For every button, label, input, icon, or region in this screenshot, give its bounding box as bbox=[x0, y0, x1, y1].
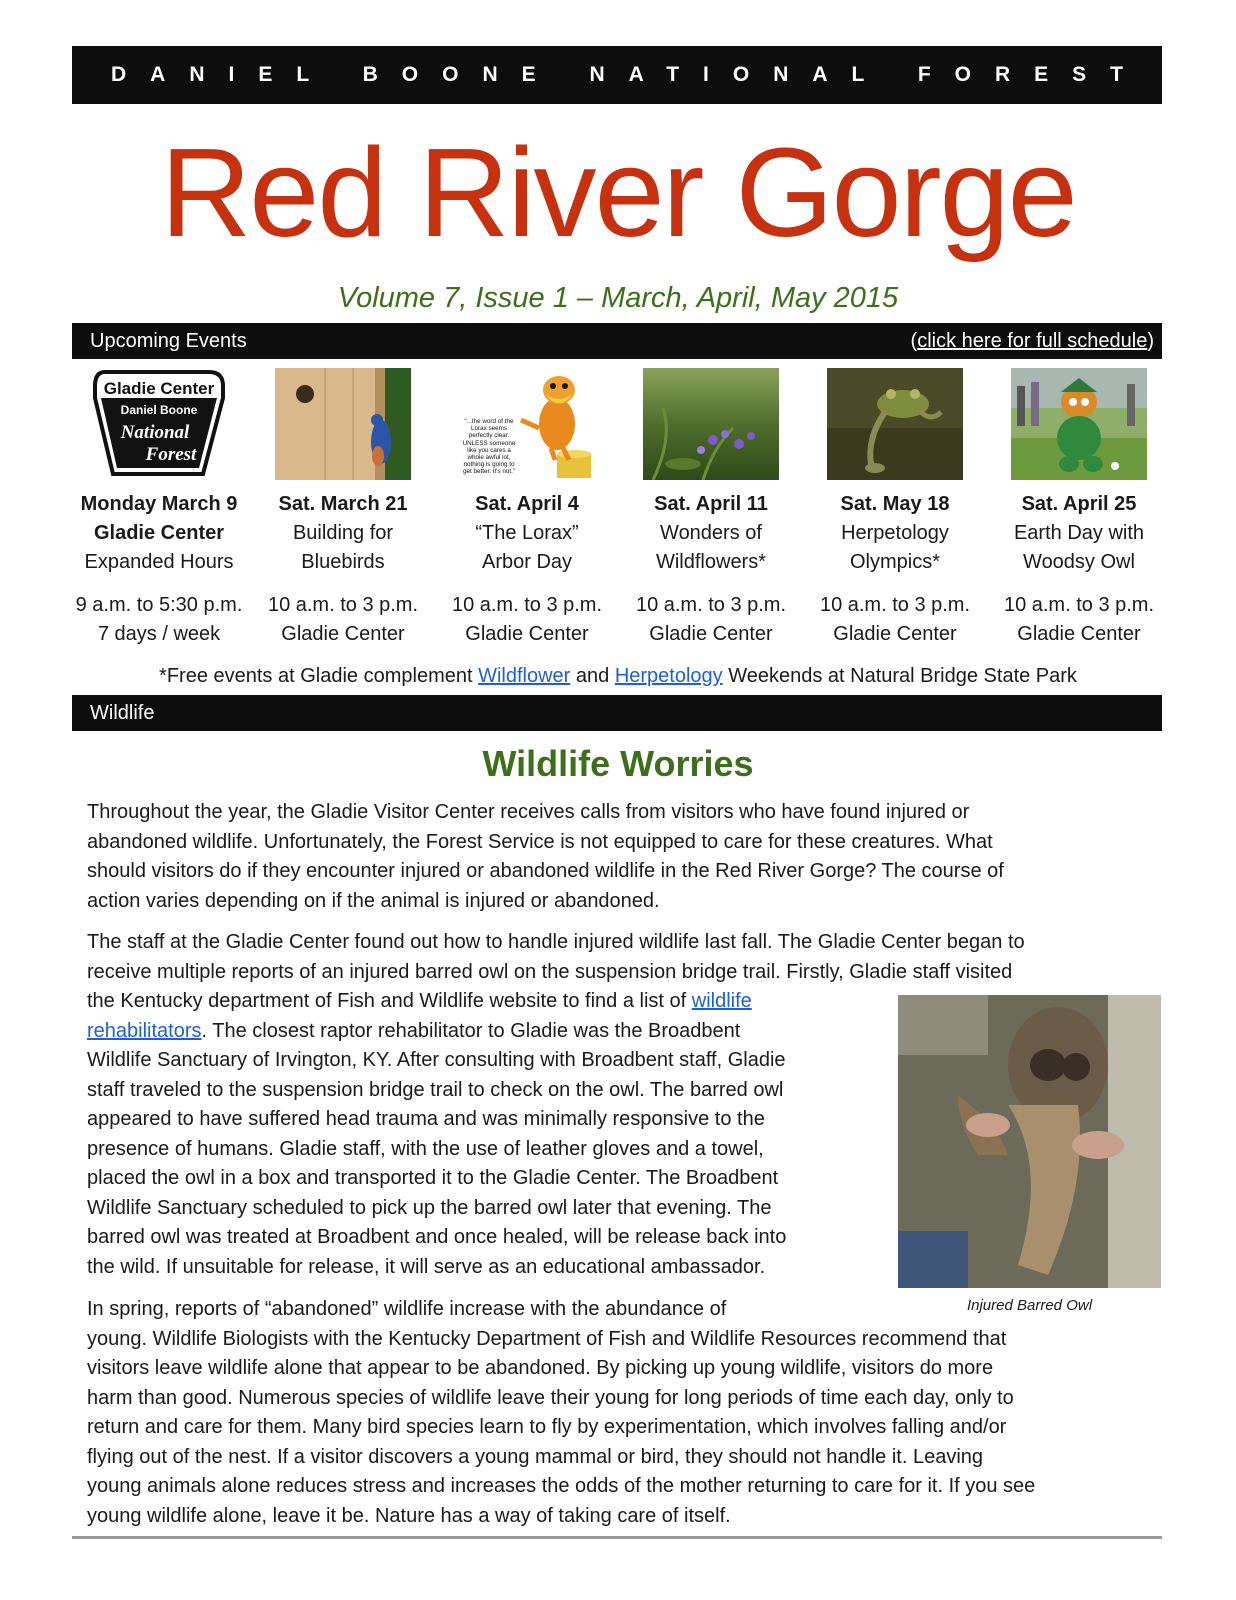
event-line1: Gladie Center bbox=[93, 522, 225, 544]
paren-open: ( bbox=[910, 330, 918, 352]
event-card bbox=[803, 368, 987, 649]
wildlife-section-bar bbox=[72, 695, 1162, 731]
event-line2: Olympics* bbox=[849, 551, 940, 573]
event-date: Sat. April 25 bbox=[1021, 493, 1137, 515]
event-place: Gladie Center bbox=[649, 623, 773, 645]
event-card bbox=[67, 368, 251, 649]
paren-close: ) bbox=[1147, 330, 1154, 352]
schedule-wrapper bbox=[911, 323, 1154, 359]
event-card bbox=[619, 368, 803, 649]
event-date: Sat. May 18 bbox=[840, 493, 950, 515]
injured-owl-photo bbox=[898, 995, 1161, 1288]
lorax-illustration bbox=[459, 368, 595, 480]
text-line: appeared to have suffered head trauma and was minimally responsive to the bbox=[87, 1108, 765, 1130]
herpetology-link[interactable]: Herpetology bbox=[614, 665, 723, 687]
article-paragraph-1 bbox=[87, 798, 1147, 916]
text-line: young wildlife alone, leave it be. Nature has a way of taking care of itself. bbox=[87, 1504, 731, 1527]
text-line: young animals alone reduces stress and increases the odds of the mother returning to care for it. If you see bbox=[87, 1475, 1036, 1497]
text-line: barred owl was treated at Broadbent and once healed, will be release back into bbox=[87, 1226, 787, 1248]
event-date: Sat. April 11 bbox=[654, 493, 768, 515]
event-place: Gladie Center bbox=[465, 623, 589, 645]
text-span: the Kentucky department of Fish and Wildlife website to find a list of bbox=[87, 990, 692, 1012]
event-place: Gladie Center bbox=[833, 623, 957, 645]
event-line2: Wildflowers* bbox=[655, 551, 767, 573]
event-time: 10 a.m. to 3 p.m. bbox=[1003, 594, 1155, 616]
lorax-quote: “...the word of the Lorax seems perfectly clear. UNLESS someone like you cares a whole awful lot, nothing is going to get better. It's not.” bbox=[462, 418, 516, 476]
forest-name: DANIEL BOONE NATIONAL FOREST bbox=[110, 63, 1147, 86]
event-card bbox=[435, 368, 619, 649]
event-time: 9 a.m. to 5:30 p.m. bbox=[75, 594, 243, 616]
owl-photo-caption: Injured Barred Owl bbox=[966, 1297, 1093, 1314]
logo-line1: Gladie Center bbox=[103, 379, 215, 398]
text-line: the wild. If unsuitable for release, it will serve as an educational ambassador. bbox=[87, 1255, 766, 1278]
wildlife-rehabilitators-link-cont[interactable]: rehabilitators bbox=[87, 1019, 202, 1042]
event-place: Gladie Center bbox=[281, 623, 405, 645]
event-card bbox=[251, 368, 435, 649]
event-line1: “The Lorax” bbox=[475, 522, 579, 544]
text-line: Wildlife Sanctuary of Irvington, KY. After consulting with Broadbent staff, Gladie bbox=[87, 1049, 786, 1071]
newsletter-title: Red River Gorge bbox=[160, 122, 1076, 263]
wildflowers-photo bbox=[643, 368, 779, 480]
text-line: The staff at the Gladie Center found out how to handle injured wildlife last fall. The Gladie Center began to bbox=[87, 931, 1025, 953]
event-line2: Bluebirds bbox=[301, 551, 385, 573]
event-card bbox=[987, 368, 1171, 649]
text-line: return and care for them. Many bird species learn to fly by experimentation, which involves falling and/or bbox=[87, 1416, 1007, 1438]
event-time: 10 a.m. to 3 p.m. bbox=[267, 594, 419, 616]
text-line: staff traveled to the suspension bridge trail to check on the owl. The barred owl bbox=[87, 1078, 784, 1101]
text-line: presence of humans. Gladie staff, with the use of leather gloves and a towel, bbox=[87, 1137, 764, 1160]
gladie-center-logo bbox=[91, 368, 227, 480]
text-line: harm than good. Numerous species of wildlife leave their young for long periods of time each day, only to bbox=[87, 1386, 1014, 1409]
event-line1: Earth Day with bbox=[1013, 522, 1145, 544]
bottom-divider bbox=[72, 1536, 1162, 1539]
text-line: flying out of the nest. If a visitor discovers a young mammal or bird, they should not handle it. Leaving bbox=[87, 1445, 984, 1468]
event-date: Monday March 9 bbox=[80, 493, 238, 515]
masthead-bar bbox=[72, 46, 1162, 104]
text-line: young. Wildlife Biologists with the Kentucky Department of Fish and Wildlife Resources recommend that bbox=[87, 1327, 1007, 1350]
full-schedule-link[interactable]: click here for full schedule bbox=[917, 330, 1148, 352]
event-place: 7 days / week bbox=[97, 623, 221, 645]
free-note-middle: and bbox=[570, 665, 615, 687]
upcoming-events-label: Upcoming Events bbox=[90, 330, 247, 352]
event-line1: Building for bbox=[292, 522, 394, 544]
text-line: abandoned wildlife. Unfortunately, the Forest Service is not equipped to care for these creatures. What bbox=[87, 830, 993, 853]
event-date: Sat. March 21 bbox=[278, 493, 408, 515]
upcoming-events-bar bbox=[72, 323, 1162, 359]
text-line: should visitors do if they encounter injured or abandoned wildlife in the Red River Gorge? The course of bbox=[87, 860, 1004, 882]
event-line2: Expanded Hours bbox=[84, 551, 234, 573]
text-span: . The closest raptor rehabilitator to Gladie was the Broadbent bbox=[201, 1019, 741, 1042]
text-line: action varies depending on if the animal is injured or abandoned. bbox=[87, 889, 660, 912]
text-line: In spring, reports of “abandoned” wildlife increase with the abundance of bbox=[87, 1298, 727, 1320]
wildflower-link[interactable]: Wildflower bbox=[478, 665, 571, 687]
event-line1: Wonders of bbox=[660, 522, 762, 544]
text-line: receive multiple reports of an injured barred owl on the suspension bridge trail. Firstly, Gladie staff visited bbox=[87, 960, 1013, 983]
event-line2: Arbor Day bbox=[481, 551, 573, 573]
free-events-note bbox=[0, 661, 1236, 691]
issue-line: Volume 7, Issue 1 – March, April, May 2015 bbox=[337, 282, 899, 314]
article-paragraph-3 bbox=[87, 1295, 1157, 1531]
event-time: 10 a.m. to 3 p.m. bbox=[451, 594, 603, 616]
wildlife-rehabilitators-link[interactable]: wildlife bbox=[691, 990, 752, 1012]
events-row bbox=[67, 368, 1173, 649]
article-title: Wildlife Worries bbox=[482, 743, 754, 784]
wildlife-section-label: Wildlife bbox=[90, 702, 155, 724]
event-place: Gladie Center bbox=[1017, 623, 1141, 645]
event-line2: Woodsy Owl bbox=[1023, 551, 1135, 573]
event-date: Sat. April 4 bbox=[475, 493, 579, 515]
event-time: 10 a.m. to 3 p.m. bbox=[819, 594, 971, 616]
text-line: Wildlife Sanctuary scheduled to pick up the barred owl later that evening. The bbox=[87, 1196, 772, 1219]
text-line: Throughout the year, the Gladie Visitor Center receives calls from visitors who have found injured or bbox=[87, 801, 970, 823]
logo-line3: National bbox=[120, 422, 190, 443]
logo-line4: Forest bbox=[145, 444, 197, 465]
frog-photo bbox=[827, 368, 963, 480]
text-line: placed the owl in a box and transported it to the Gladie Center. The Broadbent bbox=[87, 1167, 779, 1189]
event-time: 10 a.m. to 3 p.m. bbox=[635, 594, 787, 616]
free-note-prefix: *Free events at Gladie complement bbox=[159, 665, 479, 687]
free-note-suffix: Weekends at Natural Bridge State Park bbox=[722, 665, 1077, 687]
logo-line2: Daniel Boone bbox=[120, 403, 198, 417]
text-line: visitors leave wildlife alone that appear to be abandoned. By picking up young wildlife, visitors do more bbox=[87, 1357, 994, 1379]
bluebird-photo bbox=[275, 368, 411, 480]
woodsy-owl-photo bbox=[1011, 368, 1147, 480]
event-line1: Herpetology bbox=[841, 522, 949, 544]
